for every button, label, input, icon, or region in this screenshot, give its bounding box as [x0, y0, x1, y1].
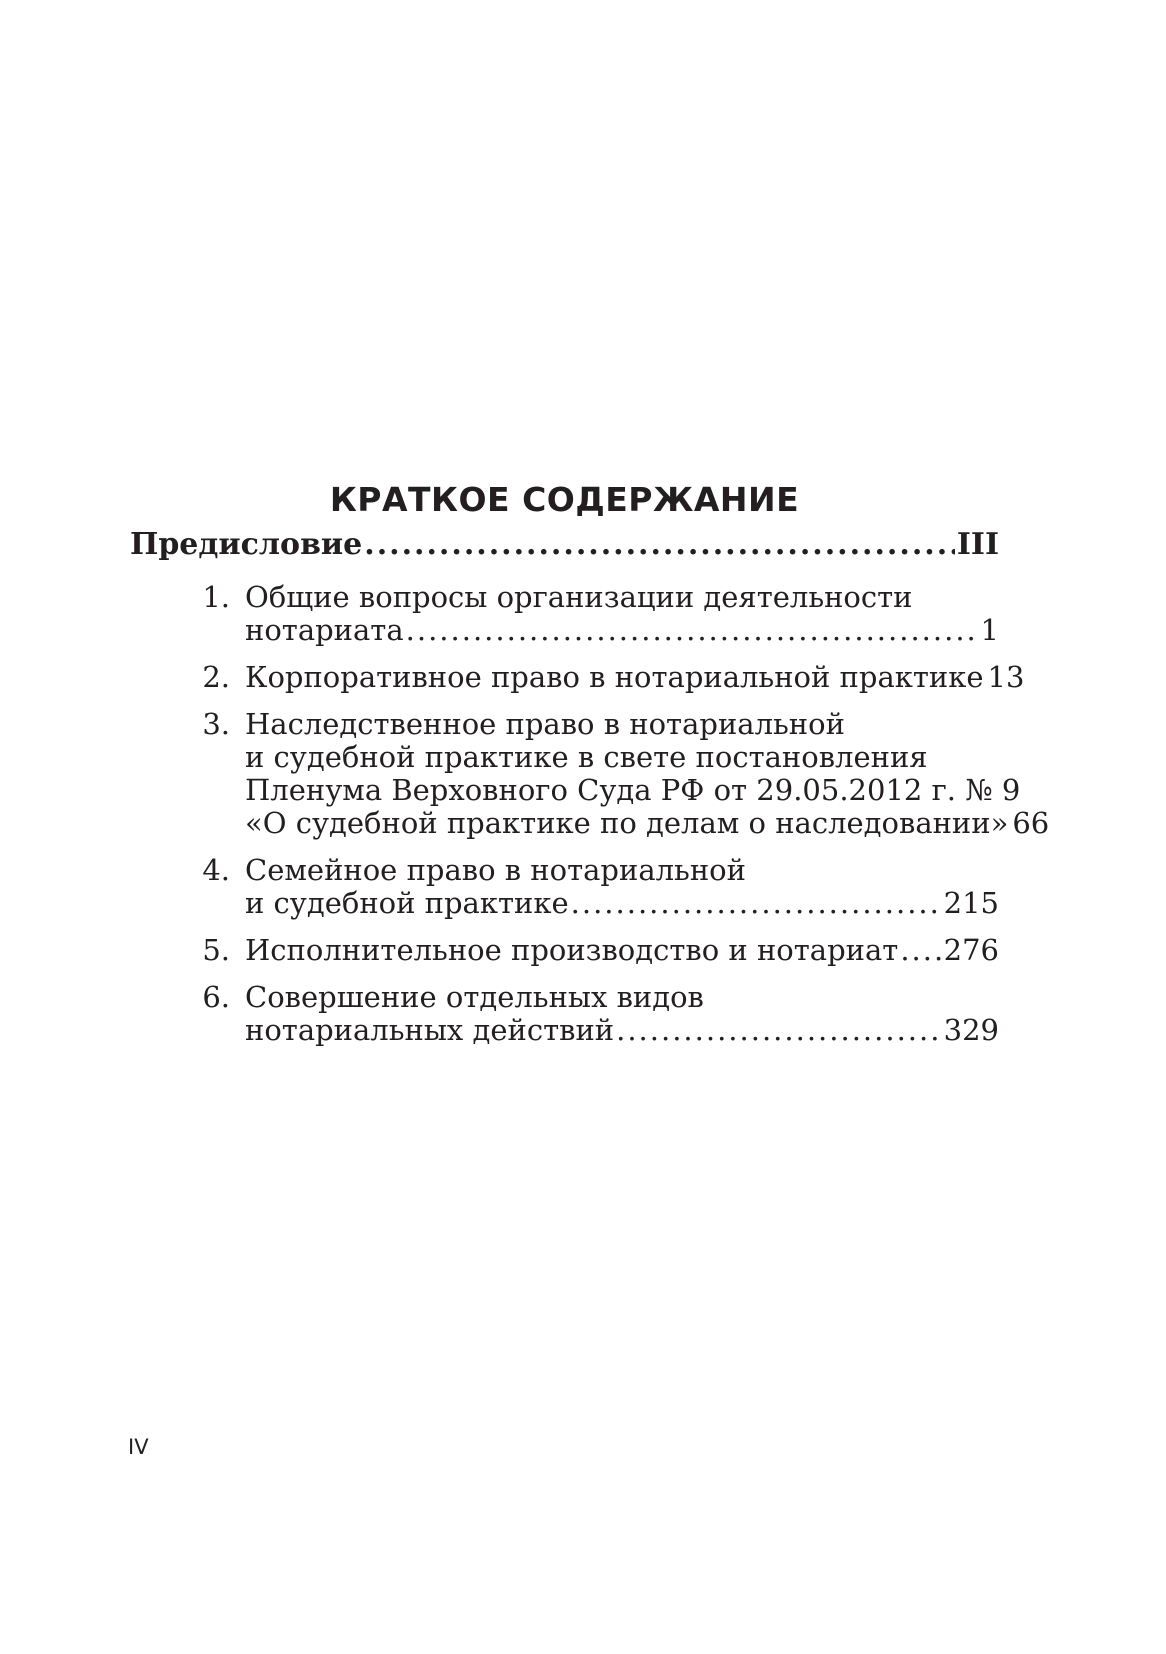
toc-entry-6[interactable] [130, 981, 999, 1047]
toc-entry-title-line: Общие вопросы организации деятельности [245, 580, 913, 614]
toc-entry-title-last: «О судебной практике по делам о наследовании» [245, 806, 1009, 840]
toc-entry-title-last: нотариальных действий [245, 1013, 615, 1047]
dot-leader [406, 614, 979, 647]
toc-entry-number: 4. [202, 853, 230, 887]
toc-entry-1[interactable] [130, 581, 999, 647]
toc-entry-title-line: Пленума Верховного Суда РФ от 29.05.2012 г. № 9 [245, 773, 1021, 807]
toc-entry-title-last: Корпоративное право в нотариальной практике [245, 660, 984, 694]
toc-entry-page: 276 [943, 933, 999, 967]
toc-entry-number: 1. [202, 580, 230, 614]
toc-entry-page: 66 [1012, 806, 1050, 840]
toc-entry-number: 5. [202, 933, 230, 967]
toc-entry-title-line: и судебной практике в свете постановления [245, 740, 928, 774]
page-number: IV [128, 1435, 149, 1459]
toc-entry-page: 215 [943, 886, 999, 920]
toc-entry-page: 1 [980, 613, 999, 647]
toc-entry-2[interactable] [130, 660, 1025, 694]
toc-entry-preface[interactable] [130, 526, 999, 564]
dot-leader [900, 934, 941, 967]
toc-entry-title-last: и судебной практике [245, 886, 569, 920]
toc-entry-title: Предисловие [130, 527, 363, 562]
toc-entry-page: 329 [943, 1013, 999, 1047]
dot-leader [364, 526, 955, 564]
toc-entry-title-line: Совершение отдельных видов [245, 980, 704, 1014]
toc-entry-page: III [956, 527, 999, 562]
dot-leader [616, 1014, 942, 1047]
toc-entry-title-line: Наследственное право в нотариальной [245, 707, 845, 741]
table-of-contents [130, 478, 1050, 1061]
toc-entry-number: 3. [202, 707, 230, 741]
toc-entry-title-last: нотариата [245, 613, 404, 647]
toc-entry-number: 6. [202, 980, 230, 1014]
toc-entry-title-last: Исполнительное производство и нотариат [245, 933, 899, 967]
toc-entry-4[interactable] [130, 854, 999, 920]
toc-entry-page: 13 [987, 660, 1025, 694]
toc-entry-5[interactable] [130, 934, 999, 967]
toc-title: КРАТКОЕ СОДЕРЖАНИЕ [329, 480, 800, 519]
toc-entry-number: 2. [202, 660, 230, 694]
toc-entry-3[interactable] [130, 707, 1050, 840]
dot-leader [571, 887, 942, 920]
toc-entry-title-line: Семейное право в нотариальной [245, 853, 746, 887]
